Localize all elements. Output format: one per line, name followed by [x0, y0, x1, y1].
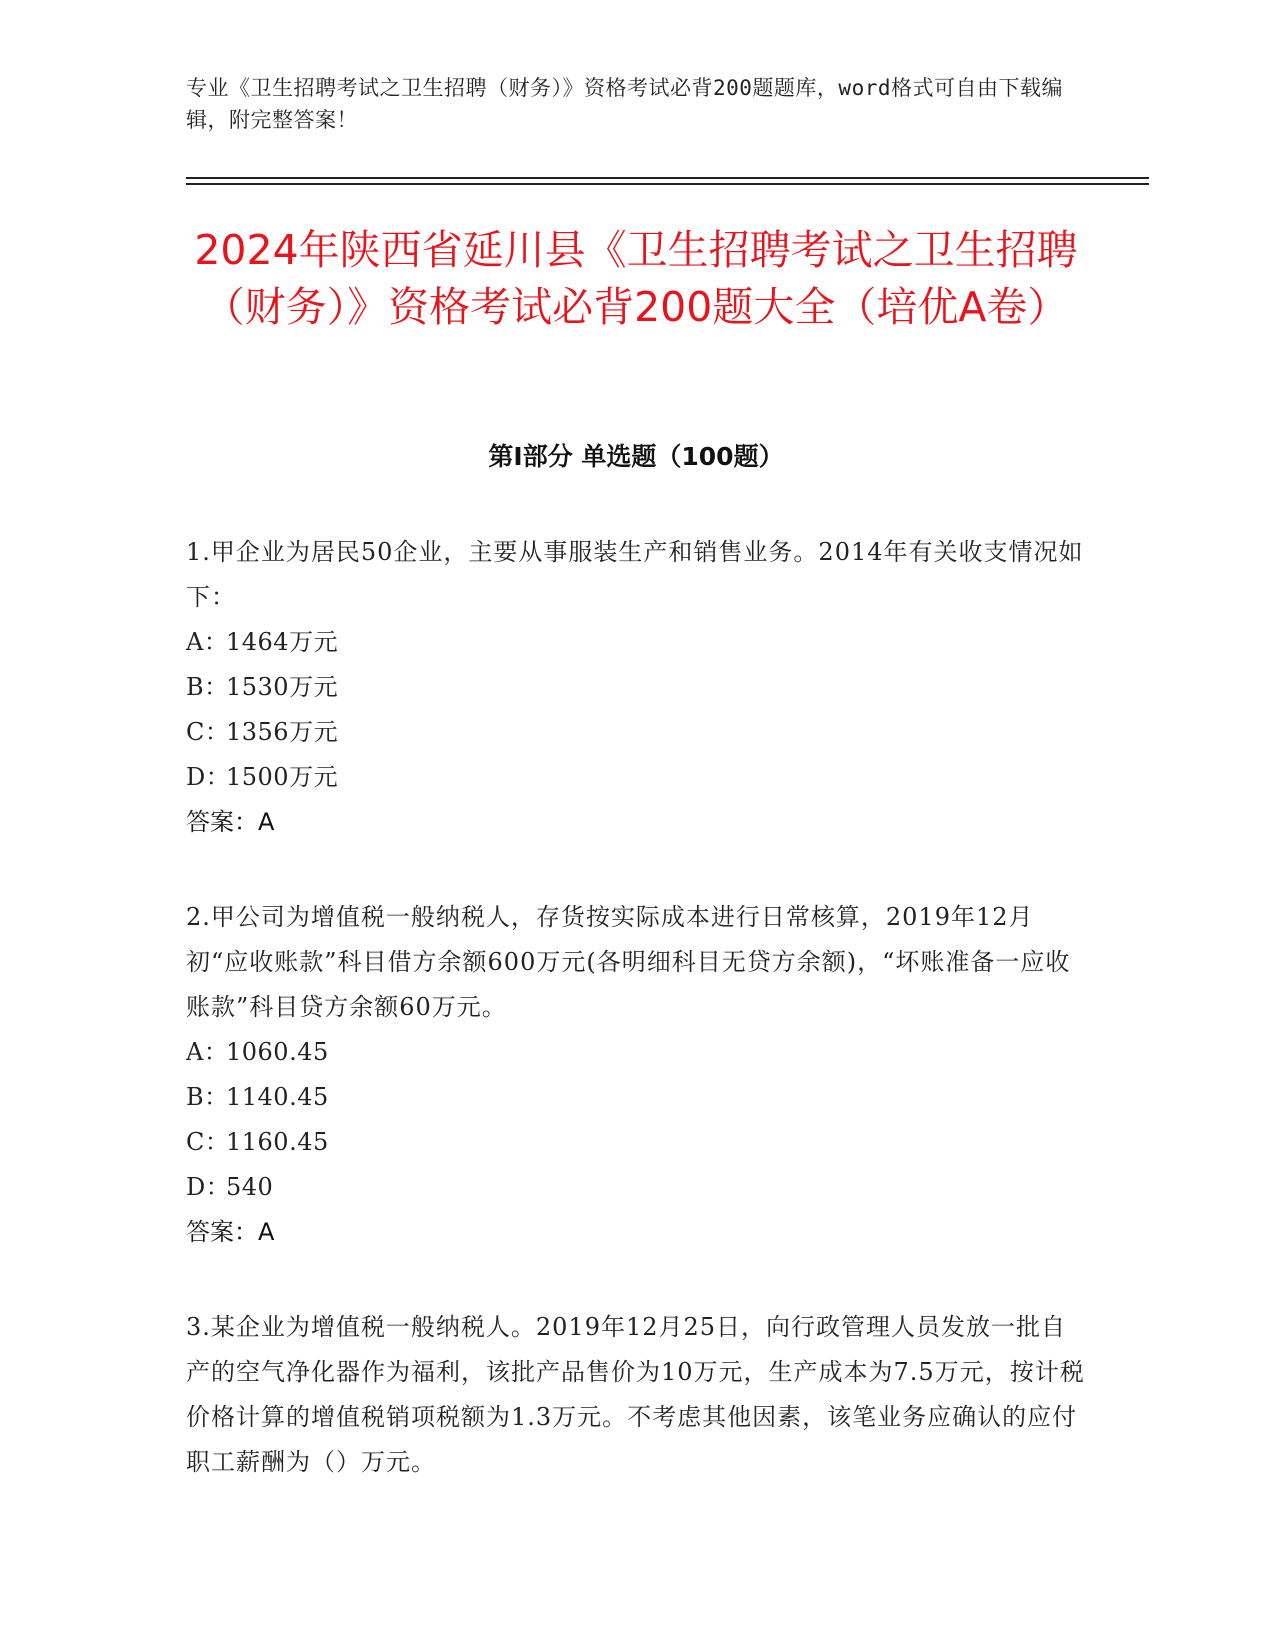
option-key: B： — [186, 1083, 229, 1111]
question-stem: 2.甲公司为增值税一般纳税人，存货按实际成本进行日常核算，2019年12月初“应收账款”科目借方余额600万元(各明细科目无贷方余额)，“坏账准备一应收账款”科目贷方余额60万元。 — [186, 903, 1071, 1021]
option-key: B： — [186, 673, 229, 701]
option-b — [186, 1075, 1086, 1120]
question-stem: 1.甲企业为居民50企业，主要从事服装生产和销售业务。2014年有关收支情况如下： — [186, 538, 1084, 611]
option-text: 1530万元 — [226, 673, 339, 701]
header-divider-bottom — [186, 183, 1149, 185]
section-title: 第I部分 单选题（100题） — [488, 442, 784, 471]
question-item — [186, 1305, 1086, 1485]
option-a — [186, 1030, 1086, 1075]
option-d — [186, 1165, 1086, 1210]
option-key: D： — [186, 763, 231, 791]
question-item — [186, 895, 1086, 1255]
answer-line: 答案：A — [186, 1218, 275, 1246]
question-item — [186, 530, 1086, 845]
option-text: 1464万元 — [226, 628, 339, 656]
option-c — [186, 710, 1086, 755]
question-stem: 3.某企业为增值税一般纳税人。2019年12月25日，向行政管理人员发放一批自产的空气净化器作为福利，该批产品售价为10万元，生产成本为7.5万元，按计税价格计算的增值税销项税额为1.3万元。不考虑其他因素，该笔业务应确认的应付职工薪酬为（）万元。 — [186, 1313, 1085, 1476]
option-key: A： — [186, 628, 229, 656]
option-text: 1356万元 — [226, 718, 339, 746]
option-text: 1140.45 — [226, 1083, 329, 1111]
option-a — [186, 620, 1086, 665]
option-c — [186, 1120, 1086, 1165]
option-b — [186, 665, 1086, 710]
option-d — [186, 755, 1086, 800]
header-divider-top — [186, 177, 1149, 179]
answer-line: 答案：A — [186, 808, 275, 836]
question-list — [186, 530, 1086, 1535]
document-title: 2024年陕西省延川县《卫生招聘考试之卫生招聘（财务）》资格考试必背200题大全（培优A卷） — [194, 226, 1078, 331]
option-text: 540 — [226, 1173, 274, 1201]
option-key: C： — [186, 1128, 230, 1156]
option-key: A： — [186, 1038, 229, 1066]
option-key: C： — [186, 718, 230, 746]
option-text: 1160.45 — [226, 1128, 329, 1156]
option-key: D： — [186, 1173, 231, 1201]
option-text: 1060.45 — [226, 1038, 329, 1066]
option-text: 1500万元 — [226, 763, 339, 791]
header-note: 专业《卫生招聘考试之卫生招聘（财务）》资格考试必背200题题库，word格式可自由下载编辑，附完整答案！ — [186, 76, 1063, 132]
